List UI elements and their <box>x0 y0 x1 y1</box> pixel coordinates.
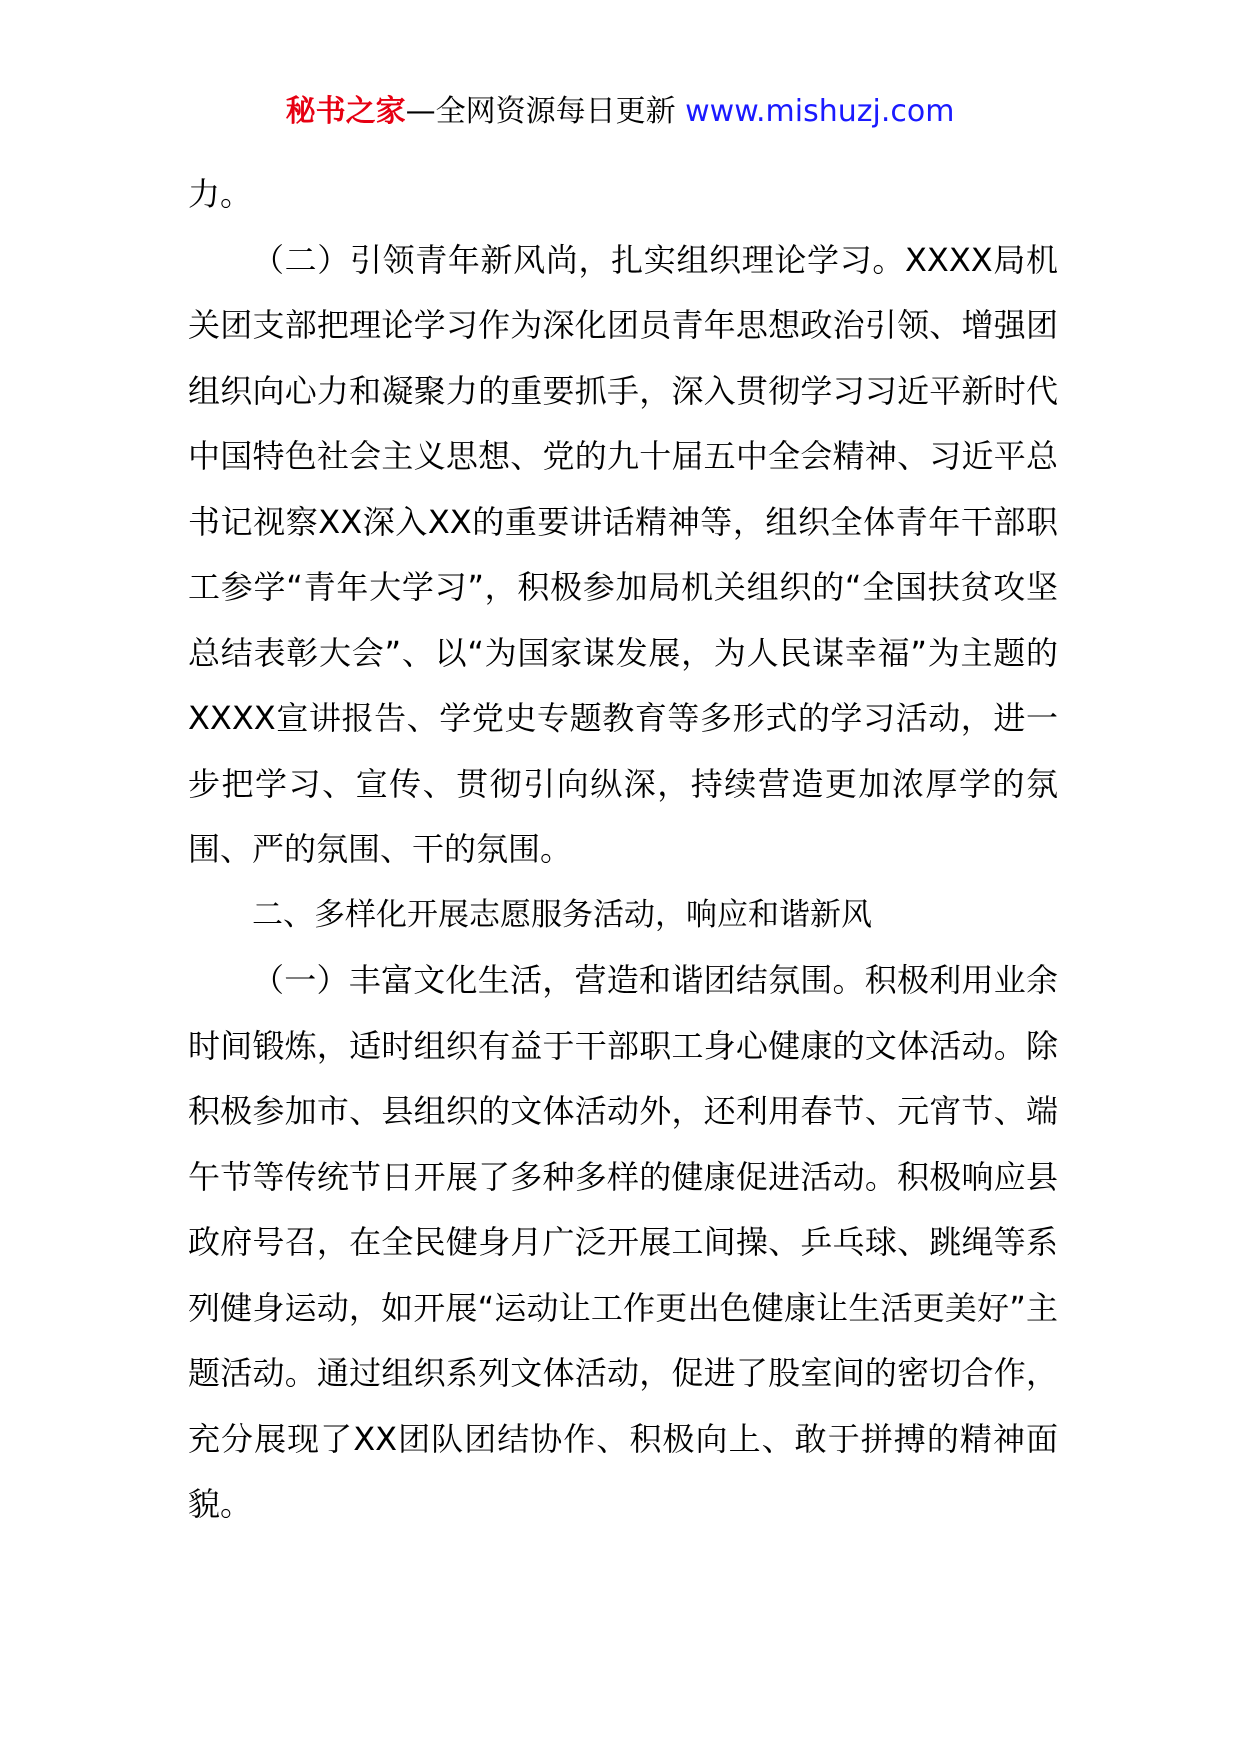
site-slogan: —全网资源每日更新 <box>405 94 686 129</box>
paragraph-cultural-life: （一）丰富文化生活，营造和谐团结氛围。积极利用业余时间锻炼，适时组织有益于干部职工身心健康的文体活动。除积极参加市、县组织的文体活动外，还利用春节、元宵节、端午节等传统节日开展了多种多样的健康促进活动。积极响应县政府号召，在全民健身月广泛开展工间操、乒乓球、跳绳等系列健身运动，如开展“运动让工作更出色健康让生活更美好”主题活动。通过组织系列文体活动，促进了股室间的密切合作，充分展现了XX团队团结协作、积极向上、敢于拼搏的精神面貌。 <box>188 961 1058 1523</box>
site-brand: 秘书之家 <box>285 94 406 129</box>
page-header <box>0 92 1240 132</box>
site-url[interactable]: www.mishuzj.com <box>685 94 955 129</box>
paragraph-continuation: 力。 <box>188 175 253 213</box>
document-body <box>188 162 1058 1538</box>
section-heading-volunteer: 二、多样化开展志愿服务活动，响应和谐新风 <box>252 896 872 933</box>
paragraph-theory-study: （二）引领青年新风尚，扎实组织理论学习。XXXX局机关团支部把理论学习作为深化团员青年思想政治引领、增强团组织向心力和凝聚力的重要抓手，深入贯彻学习习近平新时代中国特色社会主义思想、党的九十届五中全会精神、习近平总书记视察XX深入XX的重要讲话精神等，组织全体青年干部职工参学“青年大学习”，积极参加局机关组织的“全国扶贫攻坚总结表彰大会”、以“为国家谋发展，为人民谋幸福”为主题的XXXX宣讲报告、学党史专题教育等多形式的学习活动，进一步把学习、宣传、贯彻引向纵深，持续营造更加浓厚学的氛围、严的氛围、干的氛围。 <box>188 240 1058 868</box>
